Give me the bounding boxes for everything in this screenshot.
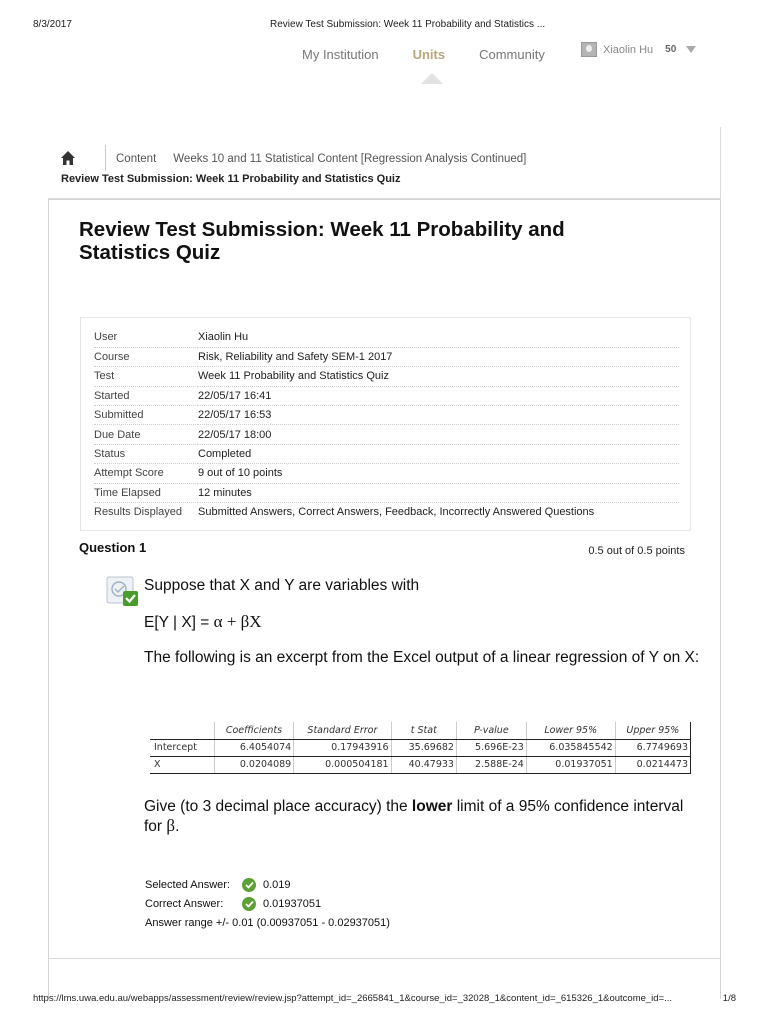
breadcrumb (116, 153, 526, 165)
excel-cell: 6.4054074 (214, 739, 294, 756)
print-title: Review Test Submission: Week 11 Probability and Statistics ... (270, 19, 546, 30)
home-icon[interactable] (60, 150, 76, 166)
details-row (94, 503, 679, 522)
details-row (94, 328, 679, 347)
excel-cell: X (150, 756, 214, 773)
details-key: User (94, 328, 198, 347)
details-value: 22/05/17 16:53 (198, 406, 679, 425)
breadcrumb-content-link[interactable]: Content (116, 153, 157, 165)
correct-answer-label: Correct Answer: (145, 897, 224, 910)
equation-alpha: α + (213, 612, 241, 631)
top-navigation (302, 47, 545, 62)
nav-my-institution[interactable]: My Institution (302, 47, 379, 62)
excel-cell: 6.035845542 (526, 739, 615, 756)
correct-check-icon (242, 878, 256, 892)
details-key: Status (94, 444, 198, 463)
details-value: 22/05/17 18:00 (198, 425, 679, 444)
excel-cell: 0.0204089 (214, 756, 294, 773)
prompt-pre: Give (to 3 decimal place accuracy) the (144, 798, 412, 815)
print-page-number: 1/8 (722, 993, 736, 1004)
details-key: Attempt Score (94, 464, 198, 483)
prompt-post: limit of a 95% confidence interval for (144, 798, 684, 835)
details-value: Risk, Reliability and Safety SEM-1 2017 (198, 347, 679, 366)
details-row (94, 444, 679, 463)
user-menu[interactable] (581, 42, 696, 57)
answer-range-label: Answer range +/- (145, 917, 230, 930)
page-title: Review Test Submission: Week 11 Probability and Statistics Quiz (79, 218, 565, 264)
excel-header-cell: Upper 95% (615, 722, 690, 739)
details-value: Submitted Answers, Correct Answers, Feedback, Incorrectly Answered Questions (198, 506, 595, 519)
details-value: 22/05/17 16:41 (198, 386, 679, 405)
selected-answer-row (145, 875, 390, 894)
excel-row (150, 739, 691, 756)
answer-block (145, 875, 390, 933)
question-text-excerpt: The following is an excerpt from the Excel output of a linear regression of Y on X: (144, 649, 700, 666)
details-key: Time Elapsed (94, 483, 198, 502)
active-tab-indicator (421, 73, 443, 84)
notification-badge[interactable]: 50 (665, 44, 677, 55)
nav-community[interactable]: Community (479, 47, 545, 62)
details-key: Test (94, 367, 198, 386)
details-key: Started (94, 386, 198, 405)
excel-cell: 6.7749693 (615, 739, 690, 756)
excel-cell: 0.01937051 (526, 756, 615, 773)
excel-cell: 5.696E-23 (456, 739, 526, 756)
question-text-intro: Suppose that X and Y are variables with (144, 577, 420, 594)
excel-cell: 0.0214473 (615, 756, 690, 773)
prompt-beta: β (166, 816, 176, 835)
regression-output-table (150, 722, 690, 774)
excel-header-cell: P-value (456, 722, 526, 739)
question-points: 0.5 out of 0.5 points (588, 545, 685, 557)
details-key: Course (94, 347, 198, 366)
question-label: Question 1 (79, 540, 147, 555)
question-equation (144, 612, 704, 632)
details-row (94, 483, 679, 502)
prompt-end: . (175, 818, 180, 835)
prompt-bold: lower (411, 798, 453, 815)
details-key: Due Date (94, 425, 198, 444)
excel-header-cell: Standard Error (294, 722, 391, 739)
details-row (94, 367, 679, 386)
details-row (94, 406, 679, 425)
details-value: Xiaolin Hu (198, 328, 679, 347)
details-key: Submitted (94, 406, 198, 425)
excel-cell: 0.17943916 (294, 739, 391, 756)
equation-beta: βX (240, 612, 262, 631)
breadcrumb-folder-link[interactable]: Weeks 10 and 11 Statistical Content [Regression Analysis Continued] (173, 153, 527, 165)
correct-answer-value: 0.01937051 (263, 897, 322, 910)
details-value: Week 11 Probability and Statistics Quiz (198, 367, 679, 386)
excel-cell: Intercept (150, 739, 214, 756)
details-row (94, 464, 679, 483)
details-row (94, 425, 679, 444)
correct-answer-row (145, 894, 390, 913)
avatar (581, 42, 597, 57)
excel-row (150, 756, 691, 773)
print-url: https://lms.uwa.edu.au/webapps/assessment/review/review.jsp?attempt_id=_2665841_1&course_id=_32028_1&content_id=_615326_1&outcome_id=... (33, 993, 673, 1004)
section-divider (48, 958, 721, 959)
submission-details (80, 317, 691, 531)
breadcrumb-divider (105, 145, 106, 171)
details-value: 9 out of 10 points (198, 464, 679, 483)
excel-header-cell: Lower 95% (526, 722, 615, 739)
details-row (94, 386, 679, 405)
excel-header-cell: Coefficients (214, 722, 294, 739)
correct-question-icon (106, 576, 140, 608)
nav-units[interactable]: Units (412, 47, 446, 62)
excel-header-cell: t Stat (391, 722, 456, 739)
details-key: Results Displayed (94, 506, 183, 519)
selected-answer-label: Selected Answer: (145, 878, 230, 891)
answer-range-row (145, 914, 390, 933)
details-row (94, 347, 679, 366)
excel-cell: 35.69682 (391, 739, 456, 756)
excel-cell: 40.47933 (391, 756, 456, 773)
excel-cell: 0.000504181 (294, 756, 391, 773)
user-name: Xiaolin Hu (603, 43, 654, 56)
details-value: 12 minutes (198, 483, 679, 502)
answer-range-value: 0.01 (0.00937051 - 0.02937051) (232, 917, 390, 930)
chevron-down-icon[interactable] (686, 46, 696, 53)
question-prompt (144, 797, 704, 836)
excel-header-cell (150, 722, 214, 739)
breadcrumb-current: Review Test Submission: Week 11 Probability and Statistics Quiz (61, 173, 401, 185)
selected-answer-value: 0.019 (263, 878, 291, 891)
details-value: Completed (198, 444, 679, 463)
equation-prefix: E[Y | X] = (144, 614, 214, 631)
print-date: 8/3/2017 (33, 19, 72, 30)
excel-cell: 2.588E-24 (456, 756, 526, 773)
correct-check-icon (242, 897, 256, 911)
